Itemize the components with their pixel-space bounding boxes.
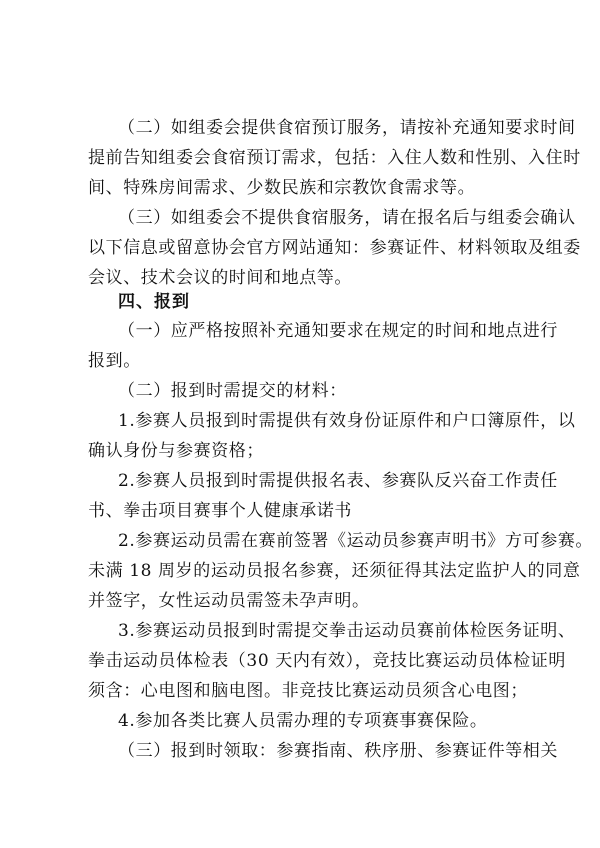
paragraph-line: 确认身份与参赛资格； (88, 441, 264, 461)
paragraph-line: （二）报到时需提交的材料： (118, 381, 347, 401)
section-heading: 四、报到 (118, 292, 190, 312)
paragraph-line: （二）如组委会提供食宿预订服务，请按补充通知要求时间 (118, 118, 576, 138)
paragraph-line: 未满 18 周岁的运动员报名参赛，还须征得其法定监护人的同意 (88, 561, 581, 581)
paragraph-line: 1.参赛人员报到时需提供有效身份证原件和户口簿原件，以 (118, 411, 576, 431)
paragraph-line: 拳击运动员体检表（30 天内有效），竞技比赛运动员体检证明 (88, 651, 566, 671)
paragraph-line: （三）如组委会不提供食宿服务，请在报名后与组委会确认 (118, 208, 576, 228)
paragraph-line: 2.参赛人员报到时需提供报名表、参赛队反兴奋工作责任 (118, 471, 558, 491)
paragraph-line: 2.参赛运动员需在赛前签署《运动员参赛声明书》方可参赛。 (118, 531, 594, 551)
paragraph-line: （一）应严格按照补充通知要求在规定的时间和地点进行 (118, 321, 558, 341)
paragraph-line: 须含：心电图和脑电图。非竞技比赛运动员须含心电图； (88, 681, 528, 701)
paragraph-line: 并签字，女性运动员需签未孕声明。 (88, 591, 370, 611)
paragraph-line: 间、特殊房间需求、少数民族和宗教饮食需求等。 (88, 178, 476, 198)
paragraph-line: 以下信息或留意协会官方网站通知：参赛证件、材料领取及组委 (88, 238, 581, 258)
paragraph-line: 会议、技术会议的时间和地点等。 (88, 268, 352, 288)
paragraph-line: 4.参加各类比赛人员需办理的专项赛事赛保险。 (118, 711, 488, 731)
paragraph-line: （三）报到时领取：参赛指南、秩序册、参赛证件等相关 (118, 741, 558, 761)
paragraph-line: 3.参赛运动员报到时需提交拳击运动员赛前体检医务证明、 (118, 621, 576, 641)
paragraph-line: 书、拳击项目赛事个人健康承诺书 (88, 501, 352, 521)
paragraph-line: 报到。 (88, 351, 141, 371)
paragraph-line: 提前告知组委会食宿预订需求，包括：入住人数和性别、入住时 (88, 148, 581, 168)
